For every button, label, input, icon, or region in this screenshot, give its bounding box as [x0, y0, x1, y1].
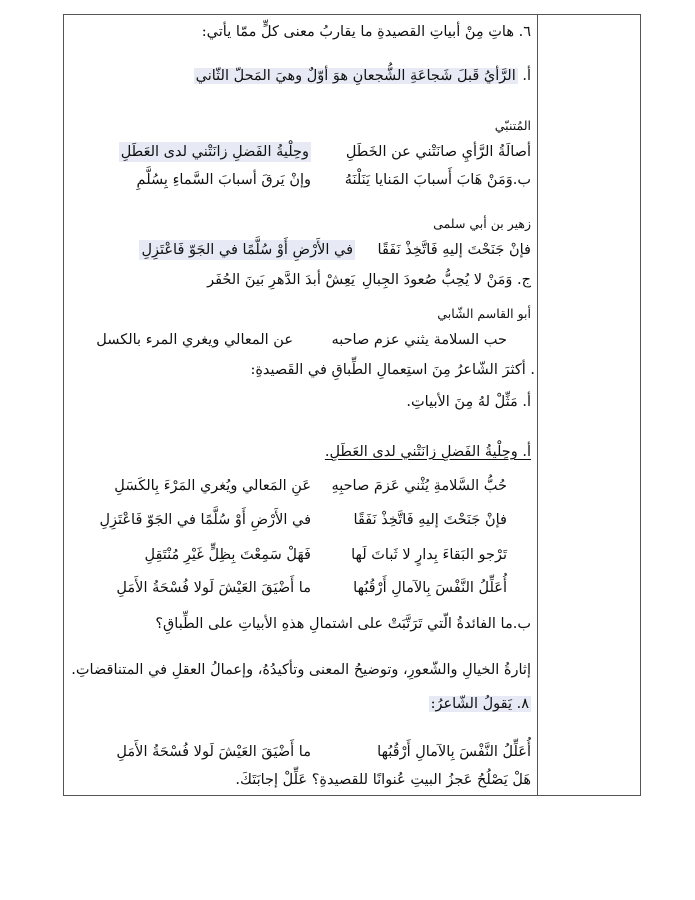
q7-ex4-right: تَرْجو البَقاءَ بِدارٍ لا ثَباتَ لَها [351, 547, 507, 563]
q7-b-answer: إثارةُ الخيالِ والشّعورِ، وتوضيحُ المعنى وتأكيدُهُ، وإعمالُ العقلِ في المتناقضاتِ. [71, 662, 531, 678]
q7-ex3-right: فإنْ جَنَحْتَ إليهِ فَاتَّخِذْ نَفَقًا [353, 512, 507, 528]
q6-c2-verse-right: حب السلامة يثني عزم صاحبه [331, 332, 507, 348]
q6-b-verse-right: ب.وَمَنْ هَابَ أَسبابَ المَنايا يَنَلْنَهُ [344, 172, 531, 188]
q6-b2-verse-left: في الأَرْضِ أَوْ سُلَّمًا في الجَوّ فَاعْتَزِلِ [141, 242, 353, 258]
q6-heading: ٦. هاتِ مِنْ أبياتِ القصيدةِ ما يقاربُ معنى كلٍّ ممّا يأتي: [201, 24, 531, 40]
poet-shabbi: أبو القاسم الشّابي [437, 306, 531, 321]
poet-zuhair: زهير بن أبي سلمى [433, 216, 531, 231]
q7-ex4-left: فَهَلْ سَمِعْتَ بِظِلٍّ غَيْرِ مُنْتَقِلِ [144, 547, 311, 563]
q6-a-text: الرَّأيُ قَبلَ شَجاعَةِ الشُّجعانِ هوَ أوّلٌ وهيَ المَحلّ الثّاني [195, 68, 516, 84]
poet-mutanabbi: المُتنبّي [494, 118, 531, 133]
q7-b-question: ب.ما الفائدةُ الّتي تَرَتَّبَتْ على اشتمالِ هذهِ الأبياتِ على الطِّباقِ؟ [155, 616, 531, 632]
q6-a-verse-left: وحِلْيةُ الفَضلِ زانَتْني لدى العَطَلِ [120, 144, 309, 160]
q6-c-verse-right: ج. وَمَنْ لا يُحِبُّ صُعودَ الجِبالِ [361, 272, 531, 288]
q7-ex2-left: عَنِ المَعالي ويُغري المَرْءَ بِالكَسَلِ [114, 478, 311, 494]
q6-c2-verse-left: عن المعالي ويغري المرء بالكسل [96, 332, 293, 348]
q7-example-1: أ. وحِلْيةُ الفَضلِ زانَتْني لدى العَطَلِ. [324, 444, 531, 460]
q8-verse-right: أُعَلِّلُ النَّفْسَ بِالآمالِ أَرْقُبُها [377, 744, 531, 760]
q6-c-verse-left: يَعِشْ أبدَ الدَّهرِ بَينَ الحُفَر [207, 272, 355, 288]
q6-b-verse-left: وإنْ يَرقَ أسبابَ السَّماءِ بِسُلَّمِ [136, 172, 311, 188]
q6-a [194, 66, 531, 86]
q6-a-label: أ. [522, 68, 531, 84]
q7-a-label: أ. مَثِّلْ لهُ مِنَ الأبياتِ. [406, 394, 531, 410]
q7-ex3-left: في الأَرْضِ أَوْ سُلَّمًا في الجَوّ فَاعْتَزِلِ [99, 512, 311, 528]
q8-heading: ٨. يَقولُ الشّاعرُ: [430, 696, 529, 712]
q8-verse-left: ما أَضْيَقَ العَيْشَ لَولا فُسْحَةُ الأَمَلِ [116, 744, 311, 760]
column-divider [537, 14, 538, 796]
q7-ex5-left: ما أَضْيَقَ العَيْشَ لَولا فُسْحَةُ الأَمَلِ [116, 580, 311, 596]
q6-b2-verse-right: فإنْ جَنَحْتَ إليهِ فَاتَّخِذْ نَفَقًا [377, 242, 531, 258]
q6-a-verse-right: أصالَةُ الرَّأيِ صانَتْني عن الخَطَلِ [345, 144, 531, 160]
q7-ex2-right: حُبُّ السَّلامةِ يُثْني عَزمَ صاحبِهِ [331, 478, 507, 494]
q7-ex5-right: أُعَلِّلُ النَّفْسَ بِالآمالِ أَرْقُبُها [353, 580, 507, 596]
q7-heading: . أكثرَ الشّاعرُ مِنَ استِعمالِ الطِّباقِ في القَصيدةِ: [250, 362, 535, 378]
q8-question: هَلْ يَصْلُحُ عَجزُ البيتِ عُنوانًا للقصيدةِ؟ عَلِّلْ إجابَتَكَ. [235, 772, 531, 788]
